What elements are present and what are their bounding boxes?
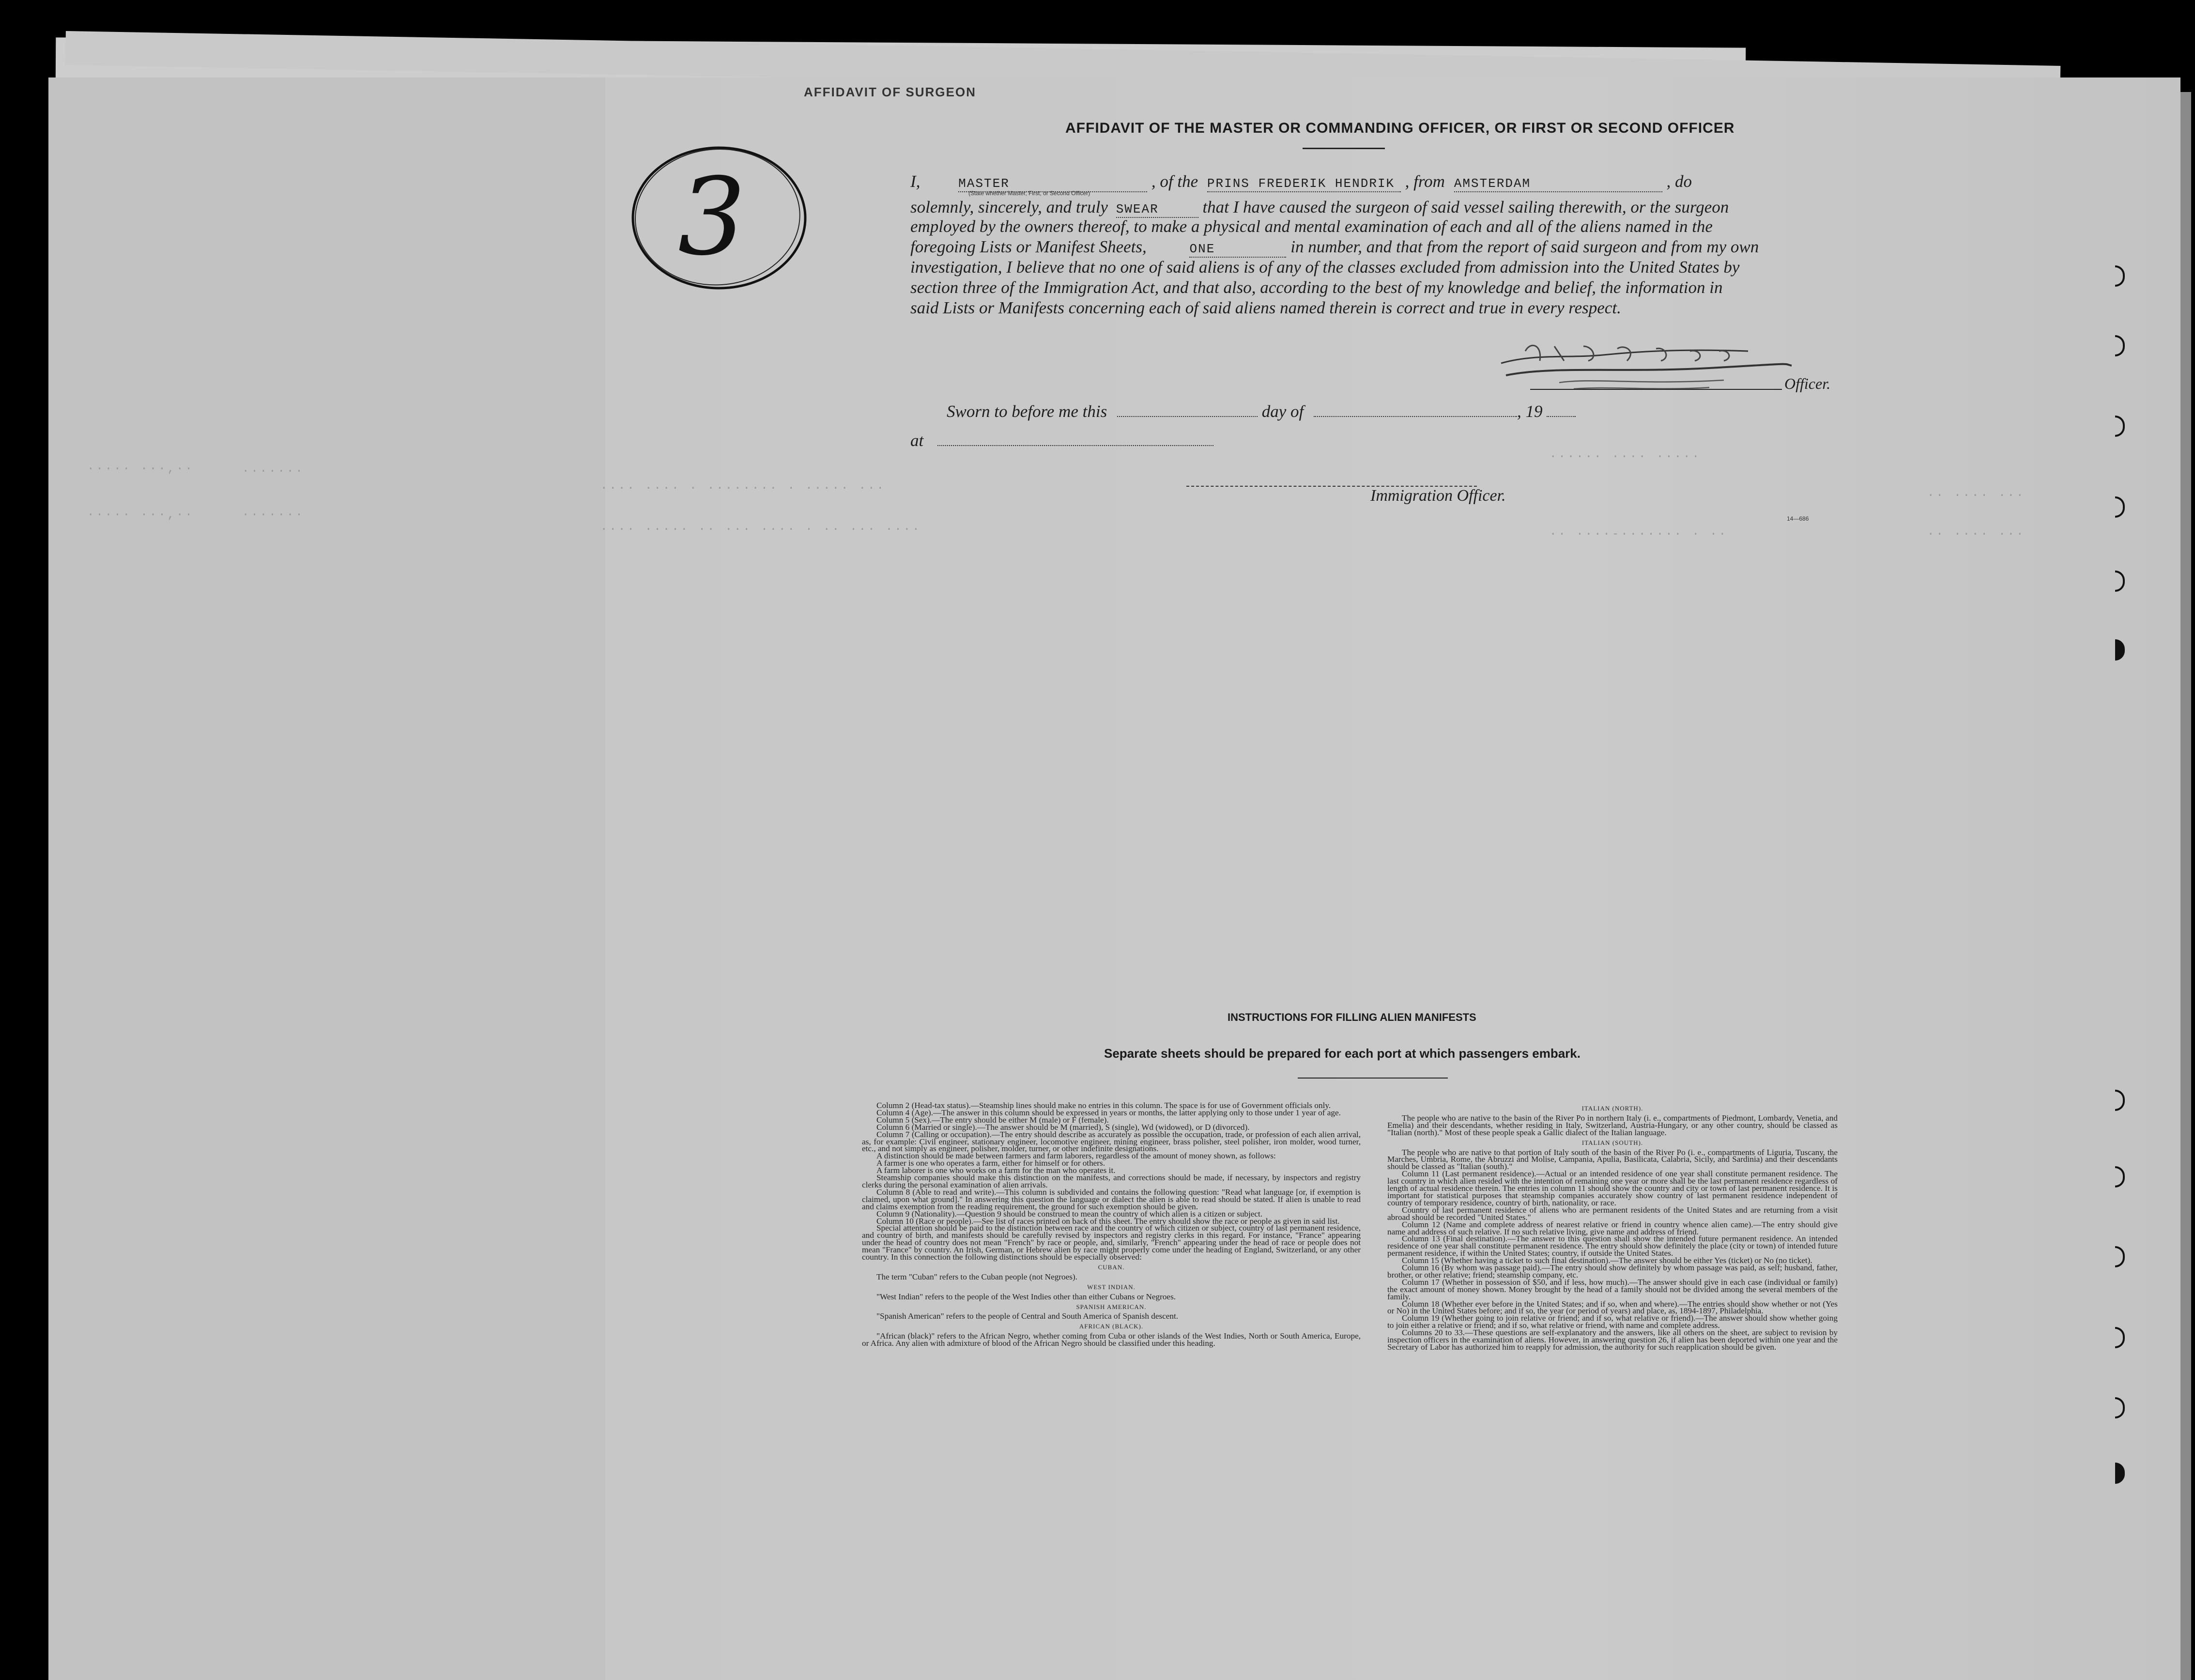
sheet-edge [2180, 92, 2191, 1680]
rank-field [958, 172, 1147, 192]
port-field [1454, 172, 1662, 192]
of-the-label: , of the [1151, 172, 1198, 191]
officer-label: Officer. [1784, 375, 1831, 392]
instruction-paragraph: Column 18 (Whether ever before in the United States; and if so, when and where).—The entries should show whether or not (Yes or No) in the United States before; and if so, the year (or period of years) and place, as, 1894-1897, Philadelphia. [1387, 1299, 1838, 1316]
instruction-paragraph: "West Indian" refers to the people of the West Indies other than either Cubans or Negroes. [876, 1292, 1176, 1301]
bleed-through-mark: ······ ···· ····· [1550, 450, 1701, 463]
vessel-field [1207, 172, 1401, 192]
vessel-name: PRINS FREDERIK HENDRIK [1207, 176, 1395, 191]
title-rule [1303, 148, 1385, 149]
instruction-paragraph: Column 8 (Able to read and write).—This column is subdivided and contains the following question: "Read what language [or, if exemption is claimed, upon what ground]." In answering this question the language or dialect the alien is able to read should be stated. If alien is unable to read and claims exemption from the reading requirement, the ground for such exemption should be given. [862, 1187, 1361, 1211]
instruction-paragraph: The term "Cuban" refers to the Cuban people (not Negroes). [876, 1272, 1077, 1281]
instruction-paragraph: Steamship companies should make this distinction on the manifests, and corrections should be made, if necessary, by inspectors and registry clerks during the personal examination of alien arrivals. [862, 1173, 1361, 1189]
section-heading-cuban: CUBAN. [1098, 1263, 1125, 1271]
affidavit-line-5 [910, 258, 1739, 277]
sworn-place-field[interactable] [937, 445, 1213, 446]
master-signature [1496, 332, 1796, 404]
instruction-paragraph: Special attention should be paid to the distinction between race and the country of which citizen or subject, country of last permanent residence, and country of birth, and manifests should be carefully revised by inspectors and registry clerks in this regard. For instance, "France" appearing under the head of country does not mean "French" by race or people, and, similarly, "French" appearing under the head of race or people does not mean "France" by country. An Irish, German, or Hebrew alien by race might properly come under the heading of England, Switzerland, or any other country. In this connection the following distinctions should be especially observed: [862, 1223, 1361, 1262]
bleed-through-mark: ·· ····-······· · ·· [1550, 528, 1728, 541]
affidavit-text-6: section three of the Immigration Act, and that also, according to the best of my knowledge and belief, the information in [910, 278, 1723, 297]
rank-hint: (State whether Master, First, or Second Officer) [968, 190, 1090, 197]
bleed-through-mark: ······· [242, 465, 305, 478]
section-heading-italian-north: ITALIAN (NORTH). [1581, 1105, 1643, 1112]
instruction-paragraph: Columns 20 to 33.—These questions are self-explanatory and the answers, like all others on the sheet, are subject to revision by inspection officers in the examination of aliens. However, in answering question 26, if alien has been deported within one year and the Secretary of Labor has authorized him to reapply for admission, the authority for such reapplication should be given. [1387, 1328, 1838, 1352]
affidavit-line-6 [910, 278, 1723, 297]
instruction-paragraph: Column 17 (Whether in possession of $50, and if less, how much).—The answer should give in each case (individual or family) the exact amount of money shown. Money brought by the head of a family should not be divided among the several members of the family. [1387, 1277, 1838, 1301]
affidavit-text-5: investigation, I believe that no one of said aliens is of any of the classes excluded from admission into the United States by [910, 258, 1740, 277]
instruction-paragraph: Column 2 (Head-tax status).—Steamship lines should make no entries in this column. The space is for use of Government officials only. [876, 1101, 1331, 1110]
do-label: , do [1666, 172, 1692, 191]
sheet-count-field [1189, 237, 1286, 258]
instruction-paragraph: Column 7 (Calling or occupation).—The entry should describe as accurately as possible the occupation, trade, or profession of each alien arrival, as, for example: Civil engineer, stationary engineer, locomotive engineer, mining engineer, brass polisher, steel polisher, iron molder, wood turner, etc., and not simply as engineer, polisher, molder, turner, or other indefinite designations. [862, 1129, 1361, 1154]
sworn-year-field[interactable] [1547, 416, 1576, 417]
affidavit-line-1 [910, 172, 1692, 192]
instruction-paragraph: The people who are native to the basin of the River Po in northern Italy (i. e., compartments of Piedmont, Lombardy, Venetia, and Emelia) and their descendants, whether residing in Italy, Switzerland, Austria-Hungary, or any other country, should be classed as "Italian (north)." Most of these people speak a Gallic dialect of the Italian language. [1387, 1113, 1838, 1137]
affidavit-line-7 [910, 298, 1621, 318]
port-name: AMSTERDAM [1454, 176, 1531, 191]
oath-field [1116, 198, 1198, 218]
section-heading-spanish-american: SPANISH AMERICAN. [1076, 1303, 1147, 1310]
affidavit-line-2 [910, 198, 1729, 218]
instruction-paragraph: Column 10 (Race or people).—See list of races printed on back of this sheet. The entry should show the race or people as given in said list. [876, 1216, 1340, 1226]
at-line [910, 431, 1213, 450]
instructions-title: INSTRUCTIONS FOR FILLING ALIEN MANIFESTS [1228, 1011, 1476, 1023]
rank-value: MASTER [958, 176, 1010, 191]
instruction-paragraph: A distinction should be made between farmers and farm laborers, regardless of the amount of money shown, as follows: [876, 1151, 1276, 1161]
affidavit-line-4 [910, 237, 1759, 258]
year-prefix: , 19 [1517, 402, 1543, 421]
day-of-label: day of [1261, 402, 1304, 421]
bleed-through-mark: ····· ···,·· [87, 462, 194, 476]
sworn-line [947, 402, 1576, 421]
affidavit-text-7: said Lists or Manifests concerning each of said aliens named therein is correct and true in every respect. [910, 298, 1621, 317]
sheet-count: ONE [1189, 242, 1215, 256]
at-label: at [910, 431, 924, 450]
back-sheet-caption: AFFIDAVIT OF SURGEON [804, 85, 976, 99]
instructions-rule [1298, 1078, 1448, 1079]
left-blank-panel [48, 77, 605, 1680]
sworn-day-field[interactable] [1117, 416, 1258, 417]
bleed-through-mark: ···· ···· · ········ · ····· ··· [600, 482, 886, 495]
instructions-subtitle: Separate sheets should be prepared for each port at which passengers embark. [1104, 1046, 1581, 1061]
instruction-paragraph: Column 16 (By whom was passage paid).—The entry should show definitely by whom passage was paid, as self; husband, father, brother, or other relative; friend; steamship company, etc. [1387, 1263, 1838, 1279]
bleed-through-mark: ······· [242, 509, 305, 522]
sworn-lead: Sworn to before me this [947, 402, 1107, 421]
instruction-paragraph: Column 11 (Last permanent residence).—Actual or an intended residence of one year shall constitute permanent residence. The last country in which alien resided with the intention of remaining one year or more shall be the last permanent residence regardless of length of actual residence therein. The entries in column 11 should show the country and city or town of last permanent residence. It is important for statistical purposes that steamship companies accurately show country of last permanent residence independent of country of temporary residence, country of birth, nationality, or race. [1387, 1169, 1838, 1207]
section-heading-west-indian: WEST INDIAN. [1087, 1283, 1136, 1291]
oath-tail: that I have caused the surgeon of said vessel sailing therewith, or the surgeon [1202, 198, 1729, 216]
section-heading-african: AFRICAN (BLACK). [1079, 1323, 1144, 1330]
oath-value: SWEAR [1116, 202, 1159, 216]
instruction-paragraph: Country of last permanent residence of aliens who are permanent residents of the United States and are returning from a visit abroad should be recorded "United States." [1387, 1205, 1838, 1222]
affidavit-line-3 [910, 217, 1713, 236]
circled-sheet-number: 3 [678, 155, 746, 279]
instructions-right-column [1387, 1102, 1838, 1351]
form-code: 14—686 [1787, 515, 1809, 522]
oath-lead: solemnly, sincerely, and truly [910, 198, 1108, 216]
sheets-tail: in number, and that from the report of said surgeon and from my own [1290, 237, 1759, 256]
instruction-paragraph: Column 19 (Whether going to join relative or friend; and if so, what relative or friend).—The answer should show whether going to join either a relative or friend; and if so, what relative or friend, with name and complete address. [1387, 1313, 1838, 1330]
sheets-lead: foregoing Lists or Manifest Sheets, [910, 237, 1147, 256]
sworn-month-field[interactable] [1314, 416, 1517, 417]
instruction-paragraph: "African (black)" refers to the African Negro, whether coming from Cuba or other islands of the West Indies, North or South America, Europe, or Africa. Any alien with admixture of blood of the African Negro should be classified under this heading. [862, 1331, 1361, 1348]
instruction-paragraph: Column 5 (Sex).—The entry should be either M (male) or F (female). [876, 1115, 1109, 1125]
from-label: , from [1405, 172, 1445, 191]
signature-rule [1530, 389, 1782, 390]
instruction-paragraph: Column 12 (Name and complete address of nearest relative or friend in country whence alien came).—The entry should give name and address of such relative. If no such relative living, give name and address of friend. [1387, 1219, 1838, 1236]
instruction-paragraph: Column 13 (Final destination).—The answer to this question shall show the intended future permanent residence. An intended residence of one year shall constitute permanent residence. The entry should show definitely the place (city or town) of intended future permanent residence, if within the United States; country, if outside the United States. [1387, 1234, 1838, 1258]
instruction-paragraph: Column 4 (Age).—The answer in this column should be expressed in years or months, the latter applying only to those under 1 year of age. [876, 1108, 1341, 1117]
instruction-paragraph: Column 9 (Nationality).—Question 9 should be construed to mean the country of which alien is a citizen or subject. [876, 1209, 1263, 1218]
instruction-paragraph: "Spanish American" refers to the people of Central and South America of Spanish descent. [876, 1311, 1179, 1321]
instruction-paragraph: A farmer is one who operates a farm, either for himself or for others. [876, 1158, 1105, 1168]
manifest-sheet [605, 77, 2180, 1680]
bleed-through-mark: ···· ····· ·· ··· ···· · ·· ··· ···· [600, 523, 921, 536]
instruction-paragraph: A farm laborer is one who works on a farm for the man who operates it. [876, 1166, 1116, 1175]
affidavit-title: AFFIDAVIT OF THE MASTER OR COMMANDING OFFICER, OR FIRST OR SECOND OFFICER [1065, 120, 1735, 136]
instruction-paragraph: Column 15 (Whether having a ticket to such final destination).—The answer should be either Yes (ticket) or No (no ticket). [1402, 1256, 1812, 1265]
bleed-through-mark: ·· ···· ··· [1927, 528, 2026, 541]
bleed-through-mark: ·· ···· ··· [1927, 489, 2026, 502]
instruction-paragraph: Column 6 (Married or single).—The answer should be M (married), S (single), Wd (widowed), or D (divorced). [876, 1122, 1250, 1132]
immigration-officer-label: Immigration Officer. [1370, 487, 1506, 505]
affidavit-text-3: employed by the owners thereof, to make a physical and mental examination of each and all of the aliens named in the [910, 217, 1713, 236]
section-heading-italian-south: ITALIAN (SOUTH). [1581, 1139, 1643, 1146]
instruction-paragraph: The people who are native to that portion of Italy south of the basin of the River Po (i. e., compartments of Liguria, Tuscany, the Marches, Umbria, Rome, the Abruzzi and Molise, Campania, Apulia, Basilicata, Calabria, Sicily, and Sardinia) and their descendants should be classed as "Italian (south)." [1387, 1147, 1838, 1171]
bleed-through-mark: ····· ···,·· [87, 509, 194, 522]
i-prefix: I, [910, 172, 921, 191]
instructions-left-column [862, 1102, 1361, 1347]
